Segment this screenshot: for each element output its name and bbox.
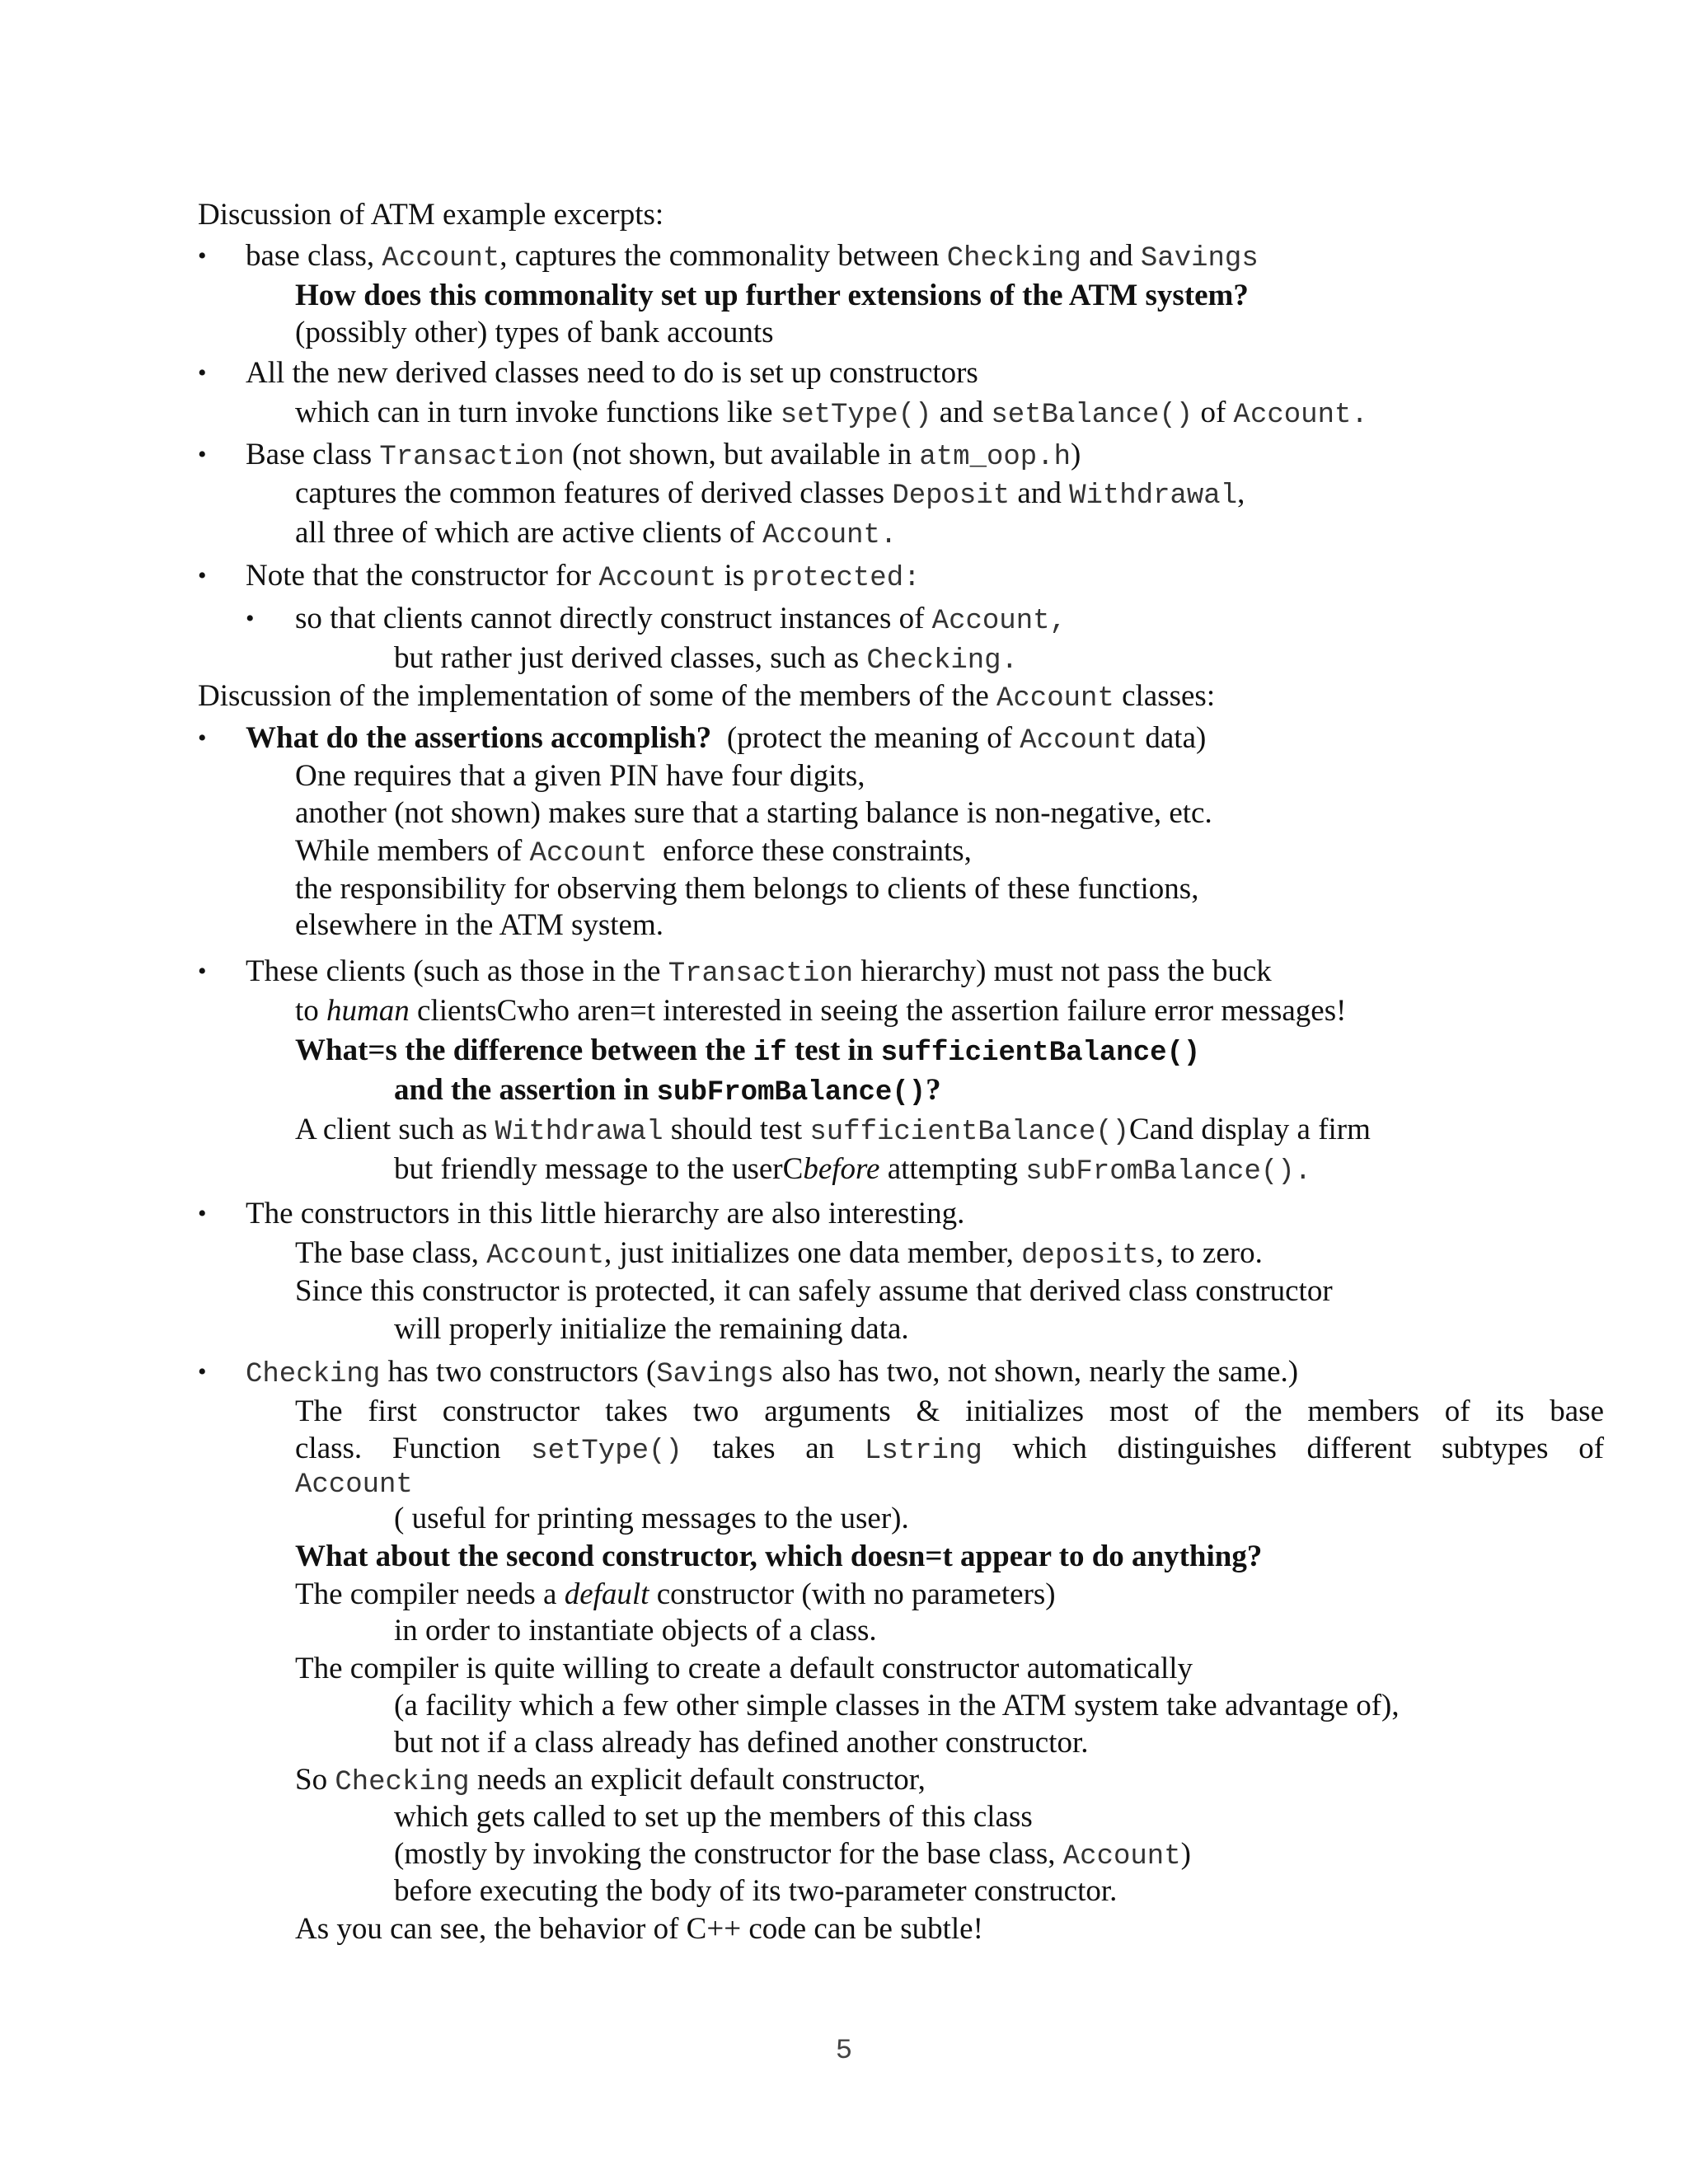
- bullet-text: All the new derived classes need to do is set up constructors: [246, 356, 978, 390]
- answer: The compiler is quite willing to create a default constructor automatically: [295, 1652, 1193, 1685]
- sub-bullet: •: [246, 605, 255, 632]
- bullet-text: captures the common features of derived classes Deposit and Withdrawal,: [295, 476, 1245, 512]
- answer: but not if a class already has defined another constructor.: [394, 1726, 1089, 1760]
- section-heading: Discussion of the implementation of some of the members of the Account classes:: [198, 679, 1216, 715]
- bullet-text: will properly initialize the remaining data.: [394, 1312, 909, 1346]
- sub-bullet-text: so that clients cannot directly construct instances of Account,: [295, 602, 1067, 637]
- bullet-text: What do the assertions accomplish? (protect the meaning of Account data): [246, 721, 1207, 757]
- section-heading: Discussion of ATM example excerpts:: [198, 198, 664, 232]
- answer: which gets called to set up the members of this class: [394, 1800, 1033, 1834]
- bullet-text: the responsibility for observing them belongs to clients of these functions,: [295, 872, 1199, 906]
- bullet: •: [198, 958, 207, 985]
- bullet-text: The constructors in this little hierarchy are also interesting.: [246, 1197, 965, 1230]
- bullet-text: These clients (such as those in the Transaction hierarchy) must not pass the buck: [246, 954, 1272, 990]
- answer: So Checking needs an explicit default constructor,: [295, 1763, 926, 1798]
- bullet-text: ( useful for printing messages to the user).: [394, 1502, 909, 1535]
- bullet-text: to human clientsCwho aren=t interested in seeing the assertion failure error messages!: [295, 994, 1347, 1028]
- bullet: •: [198, 441, 207, 468]
- answer: (possibly other) types of bank accounts: [295, 316, 774, 349]
- bullet-text: The base class, Account, just initializes one data member, deposits, to zero.: [295, 1236, 1263, 1272]
- question: What=s the difference between the if test in sufficientBalance(): [295, 1033, 1201, 1069]
- answer: The compiler needs a default constructor (with no parameters): [295, 1577, 1056, 1611]
- bullet: •: [198, 242, 207, 269]
- bullet: •: [198, 724, 207, 752]
- bullet-text: Since this constructor is protected, it can safely assume that derived class constructor: [295, 1274, 1333, 1308]
- question: and the assertion in subFromBalance()?: [394, 1073, 941, 1108]
- bullet-text: all three of which are active clients of Account.: [295, 516, 898, 551]
- answer: (mostly by invoking the constructor for the base class, Account): [394, 1837, 1191, 1872]
- bullet: •: [198, 562, 207, 589]
- bullet-text: Base class Transaction (not shown, but available in atm_oop.h): [246, 438, 1081, 473]
- bullet-text: Checking has two constructors (Savings also has two, not shown, nearly the same.): [246, 1355, 1299, 1390]
- bullet-text: which can in turn invoke functions like setType() and setBalance() of Account.: [295, 396, 1368, 431]
- bullet-text: Account: [295, 1469, 413, 1501]
- answer: in order to instantiate objects of a class.: [394, 1614, 877, 1647]
- sub-bullet-text: but rather just derived classes, such as Checking.: [394, 641, 1018, 677]
- bullet-text: Note that the constructor for Account is protected:: [246, 559, 921, 594]
- answer: As you can see, the behavior of C++ code can be subtle!: [295, 1912, 983, 1946]
- bullet-text: base class, Account, captures the commonality between Checking and Savings: [246, 239, 1259, 274]
- bullet-text: another (not shown) makes sure that a starting balance is non-negative, etc.: [295, 796, 1212, 830]
- question: How does this commonality set up further extensions of the ATM system?: [295, 279, 1249, 312]
- bullet: •: [198, 359, 207, 387]
- answer: before executing the body of its two-parameter constructor.: [394, 1874, 1118, 1908]
- bullet-text: class. Function setType() takes an Lstring which distinguishes different subtypes of: [295, 1432, 1605, 1467]
- page-number: 5: [835, 2036, 853, 2067]
- answer: (a facility which a few other simple classes in the ATM system take advantage of),: [394, 1689, 1400, 1722]
- bullet-text: While members of Account enforce these constraints,: [295, 834, 972, 869]
- bullet-text: One requires that a given PIN have four digits,: [295, 759, 865, 793]
- bullet-text: The first constructor takes two arguments & initializes most of the members of its base: [295, 1394, 1604, 1428]
- answer: but friendly message to the userCbefore attempting subFromBalance().: [394, 1152, 1312, 1188]
- answer: A client such as Withdrawal should test sufficientBalance()Cand display a firm: [295, 1113, 1371, 1148]
- question: What about the second constructor, which doesn=t appear to do anything?: [295, 1540, 1263, 1573]
- bullet-text: elsewhere in the ATM system.: [295, 908, 663, 942]
- bullet: •: [198, 1200, 207, 1227]
- bullet: •: [198, 1358, 207, 1385]
